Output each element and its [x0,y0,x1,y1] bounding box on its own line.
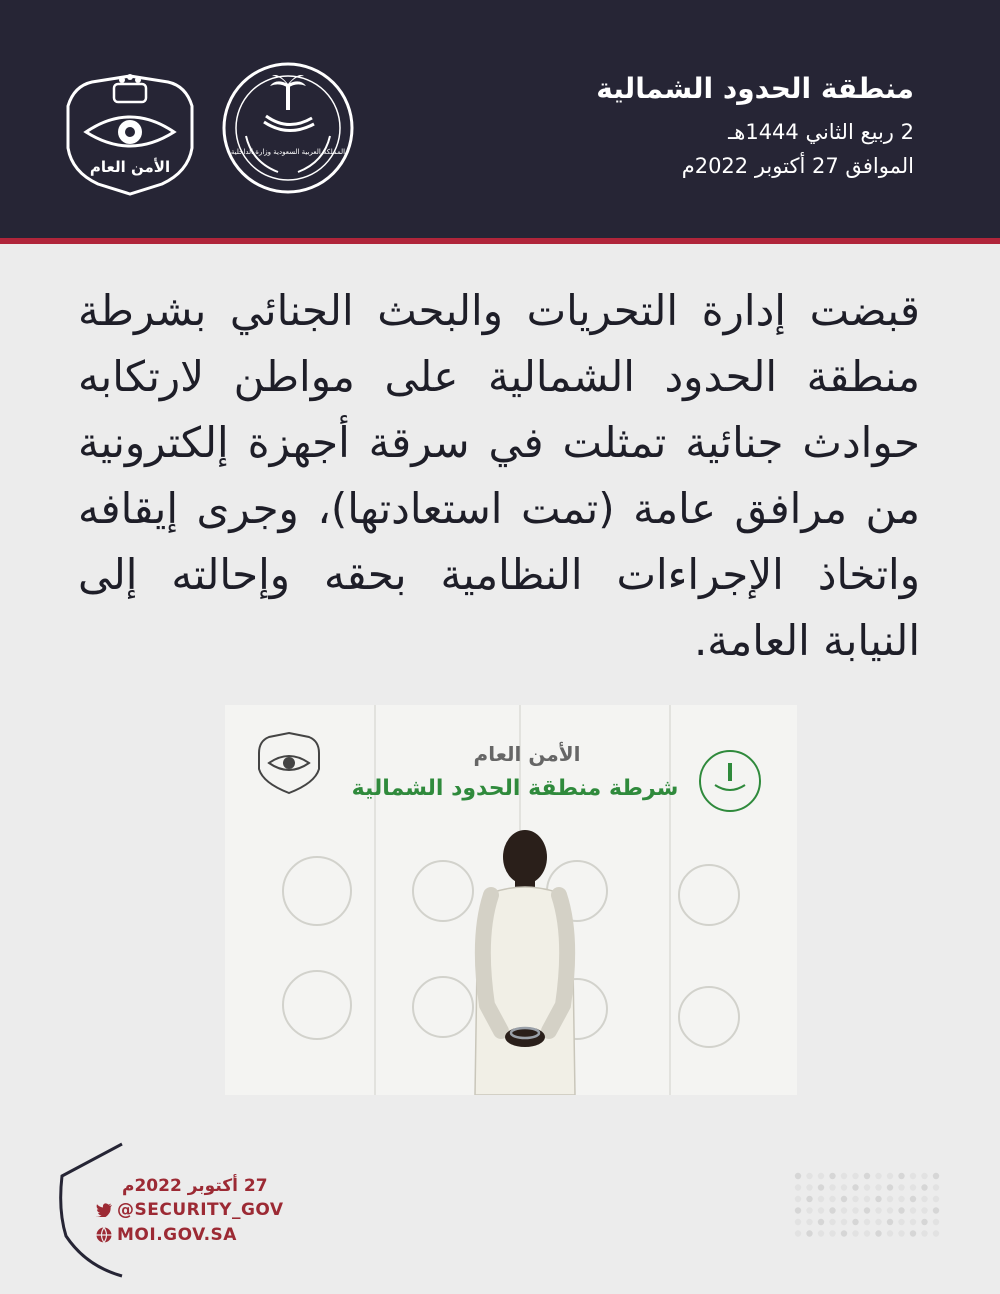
gregorian-date: الموافق 27 أكتوبر 2022م [681,154,914,178]
grid-dot [852,1173,858,1179]
grid-dot [898,1207,904,1213]
globe-icon [96,1227,112,1243]
grid-dot [829,1219,835,1225]
footer-site-label: MOI.GOV.SA [117,1225,237,1245]
grid-dot [887,1207,893,1213]
grid-dot [841,1219,847,1225]
grid-dot [910,1230,916,1236]
grid-dot [864,1207,870,1213]
grid-dot [795,1184,801,1190]
grid-dot [921,1184,927,1190]
grid-dot [806,1184,812,1190]
grid-dot [910,1173,916,1179]
grid-dot [852,1184,858,1190]
grid-dot [921,1207,927,1213]
grid-dot [864,1219,870,1225]
grid-dot [864,1196,870,1202]
grid-dot [910,1196,916,1202]
grid-dot [829,1196,835,1202]
grid-dot [898,1184,904,1190]
crossed-swords-icon [264,116,314,131]
crown-icon [114,84,146,102]
grid-dot [829,1173,835,1179]
arrest-photo [225,705,797,1095]
decorative-dot-grid [792,1170,944,1242]
palm-tree-icon [270,75,306,110]
banner-line1: الأمن العام [473,742,581,766]
grid-dot [806,1219,812,1225]
banner-line2: شرطة منطقة الحدود الشمالية [351,776,679,801]
grid-dot [841,1184,847,1190]
region-title: منطقة الحدود الشمالية [596,72,914,105]
grid-dot [887,1230,893,1236]
grid-dot [818,1173,824,1179]
grid-dot [875,1196,881,1202]
grid-dot [818,1219,824,1225]
logo-left-text: الأمن العام [89,158,171,176]
grid-dot [806,1207,812,1213]
grid-dot [875,1184,881,1190]
footer-website[interactable] [96,1225,237,1245]
grid-dot [864,1184,870,1190]
grid-dot [841,1230,847,1236]
grid-dot [887,1219,893,1225]
header-accent-line [0,238,1000,244]
grid-dot [864,1230,870,1236]
grid-dot [898,1173,904,1179]
grid-dot [875,1230,881,1236]
grid-dot [921,1219,927,1225]
grid-dot [910,1184,916,1190]
grid-dot [864,1173,870,1179]
grid-dot [806,1230,812,1236]
grid-dot [829,1230,835,1236]
grid-dot [852,1196,858,1202]
grid-dot [818,1207,824,1213]
footer-handle-label: @SECURITY_GOV [117,1200,284,1220]
grid-dot [898,1196,904,1202]
article-text: قبضت إدارة التحريات والبحث الجنائي بشرطة منطقة الحدود الشمالية على مواطن لارتكابه حوادث جنائية تمثلت في سرقة أجهزة إلكترونية من مرافق عامة (تمت استعادتها)، وجرى إيقافه واتخاذ الإجراءات النظامية بحقه وإحالته إلى النيابة العامة. [78,286,920,665]
grid-dot [933,1196,939,1202]
grid-dot [795,1196,801,1202]
grid-dot [852,1207,858,1213]
grid-dot [806,1173,812,1179]
grid-dot [795,1207,801,1213]
grid-dot [795,1219,801,1225]
grid-dot [852,1219,858,1225]
grid-dot [933,1173,939,1179]
grid-dot [818,1196,824,1202]
grid-dot [910,1207,916,1213]
grid-dot [818,1184,824,1190]
grid-dot [898,1219,904,1225]
grid-dot [841,1207,847,1213]
grid-dot [898,1230,904,1236]
grid-dot [795,1230,801,1236]
grid-dot [795,1173,801,1179]
grid-dot [887,1173,893,1179]
grid-dot [921,1230,927,1236]
public-security-logo [60,62,200,198]
grid-dot [933,1184,939,1190]
moi-emblem [218,58,358,198]
grid-dot [829,1207,835,1213]
grid-dot [875,1219,881,1225]
grid-dot [818,1230,824,1236]
footer-date: 27 أكتوبر 2022م [122,1176,268,1196]
grid-dot [933,1207,939,1213]
grid-dot [933,1230,939,1236]
grid-dot [910,1219,916,1225]
grid-dot [806,1196,812,1202]
logo-right-text: المملكة العربية السعودية وزارة الداخلية [230,148,346,156]
grid-dot [921,1196,927,1202]
footer-twitter[interactable] [96,1200,284,1220]
twitter-icon [96,1203,112,1217]
grid-dot [887,1196,893,1202]
grid-dot [887,1184,893,1190]
grid-dot [921,1173,927,1179]
header-band [0,0,1000,238]
grid-dot [841,1196,847,1202]
hijri-date: 2 ربيع الثاني 1444هـ [728,120,914,144]
grid-dot [875,1207,881,1213]
grid-dot [933,1219,939,1225]
grid-dot [841,1173,847,1179]
grid-dot [852,1230,858,1236]
grid-dot [829,1184,835,1190]
grid-dot [875,1173,881,1179]
